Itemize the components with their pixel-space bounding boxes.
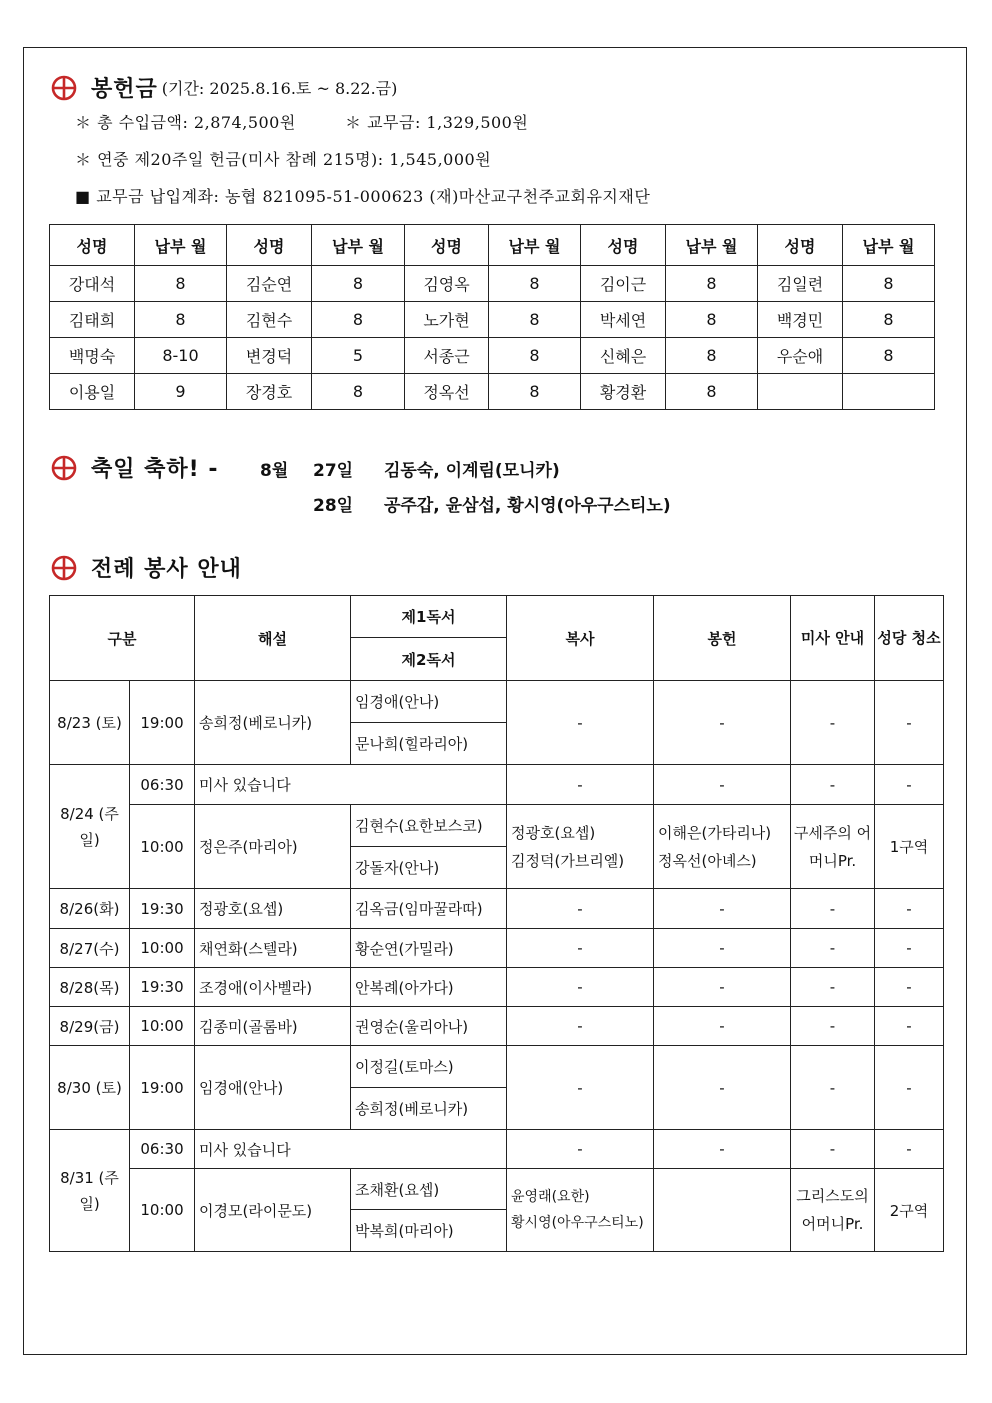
server-name: 정광호(요셉) <box>511 823 596 842</box>
dues-table <box>49 224 935 410</box>
time-cell: 19:30 <box>130 968 195 1007</box>
feast-day-1: 27일 <box>313 461 354 481</box>
offertory-cell <box>654 805 791 889</box>
cell-name: 백명숙 <box>50 338 135 374</box>
commentary-cell: 임경애(안나) <box>195 1046 351 1130</box>
commentary-cell: 정광호(요셉) <box>195 889 351 929</box>
cleaning-cell: - <box>875 1046 944 1130</box>
reader1-cell: 황순연(가밀라) <box>351 929 507 968</box>
date-cell: 8/27(수) <box>50 929 130 968</box>
col-month: 납부 월 <box>666 225 758 266</box>
header-reader1: 제1독서 <box>351 596 507 638</box>
server-name: 황시영(아우구스티노) <box>511 1215 644 1231</box>
cross-circle-icon <box>51 455 77 481</box>
cell-month: 8 <box>489 338 581 374</box>
cell-name <box>758 374 843 410</box>
date-cell: 8/26(화) <box>50 889 130 929</box>
cell-name: 박세연 <box>581 302 666 338</box>
service-section-header <box>51 552 242 583</box>
date-cell: 8/28(목) <box>50 968 130 1007</box>
cleaning-cell: - <box>875 1007 944 1046</box>
bank-account: ■ 교무금 납입계좌: 농협 821095-51-000623 (재)마산교구천주교회유지재단 <box>75 187 651 206</box>
header-offertory: 봉헌 <box>654 596 791 681</box>
header-reader2: 제2독서 <box>351 638 507 681</box>
commentary-cell: 김종미(골롬바) <box>195 1007 351 1046</box>
cell-name: 정옥선 <box>405 374 489 410</box>
cleaning-cell: - <box>875 929 944 968</box>
cell-month <box>843 374 935 410</box>
cell-name: 김순연 <box>227 266 312 302</box>
cell-name: 장경호 <box>227 374 312 410</box>
server-cell: - <box>507 1007 654 1046</box>
server-cell: - <box>507 1046 654 1130</box>
server-cell: - <box>507 889 654 929</box>
time-cell: 10:00 <box>130 1169 195 1252</box>
reader2-cell: 강돌자(안나) <box>351 847 507 889</box>
cell-name: 서종근 <box>405 338 489 374</box>
col-name: 성명 <box>581 225 666 266</box>
date-cell: 8/23 (토) <box>50 681 130 765</box>
commentary-cell: 이경모(라이문도) <box>195 1169 351 1252</box>
usher-cell: - <box>791 929 875 968</box>
commentary-cell: 채연화(스텔라) <box>195 929 351 968</box>
table-row <box>50 302 935 338</box>
commentary-cell: 정은주(마리아) <box>195 805 351 889</box>
cell-month: 8 <box>666 266 758 302</box>
offering-period: (기간: 2025.8.16.토 ~ 8.22.금) <box>161 79 398 98</box>
cell-name: 노가현 <box>405 302 489 338</box>
cell-month: 8 <box>312 266 405 302</box>
server-cell <box>507 1169 654 1252</box>
usher-cell: - <box>791 765 875 805</box>
offertory-cell <box>654 1169 791 1252</box>
usher-cell: - <box>791 889 875 929</box>
server-cell <box>507 805 654 889</box>
col-month: 납부 월 <box>843 225 935 266</box>
table-row <box>50 338 935 374</box>
table-row <box>50 1046 944 1088</box>
cell-month: 8 <box>489 302 581 338</box>
time-cell: 19:00 <box>130 681 195 765</box>
time-cell: 10:00 <box>130 1007 195 1046</box>
table-row <box>50 968 944 1007</box>
usher-cell: - <box>791 1007 875 1046</box>
no-mass-note: 미사 있습니다 <box>195 765 507 805</box>
cleaning-cell: - <box>875 1130 944 1169</box>
usher-cell: - <box>791 1046 875 1130</box>
cell-month: 8 <box>135 302 227 338</box>
time-cell: 10:00 <box>130 805 195 889</box>
cell-name: 김영옥 <box>405 266 489 302</box>
time-cell: 19:30 <box>130 889 195 929</box>
table-row <box>50 765 944 805</box>
cleaning-cell: - <box>875 968 944 1007</box>
feast-month: 8월 <box>260 461 289 481</box>
cross-circle-icon <box>51 555 77 581</box>
cell-month: 8 <box>666 302 758 338</box>
reader2-cell: 송희정(베로니카) <box>351 1088 507 1130</box>
reader1-cell: 안복례(아가다) <box>351 968 507 1007</box>
cell-name: 이용일 <box>50 374 135 410</box>
cell-month: 9 <box>135 374 227 410</box>
no-mass-note: 미사 있습니다 <box>195 1130 507 1169</box>
offertory-cell: - <box>654 765 791 805</box>
col-name: 성명 <box>50 225 135 266</box>
service-header-row-1 <box>50 596 944 638</box>
cleaning-cell: - <box>875 765 944 805</box>
cell-month: 8 <box>135 266 227 302</box>
col-month: 납부 월 <box>489 225 581 266</box>
offertory-name: 이해은(가타리나) <box>658 823 772 842</box>
cell-month: 8 <box>489 374 581 410</box>
cell-name: 황경환 <box>581 374 666 410</box>
server-cell: - <box>507 1130 654 1169</box>
cross-circle-icon <box>51 75 77 101</box>
cleaning-cell: 1구역 <box>875 805 944 889</box>
offertory-cell: - <box>654 1007 791 1046</box>
time-cell: 06:30 <box>130 765 195 805</box>
commentary-cell: 송희정(베로니카) <box>195 681 351 765</box>
col-name: 성명 <box>227 225 312 266</box>
dues-header-row <box>50 225 935 266</box>
offertory-cell: - <box>654 929 791 968</box>
cell-month: 8-10 <box>135 338 227 374</box>
cleaning-cell: - <box>875 889 944 929</box>
table-row <box>50 1007 944 1046</box>
reader2-cell: 박복희(마리아) <box>351 1210 507 1252</box>
cell-name: 김이근 <box>581 266 666 302</box>
table-row <box>50 374 935 410</box>
header-usher: 미사 안내 <box>791 596 875 681</box>
cell-month: 5 <box>312 338 405 374</box>
header-cleaning: 성당 청소 <box>875 596 944 681</box>
offertory-cell: - <box>654 968 791 1007</box>
cell-name: 백경민 <box>758 302 843 338</box>
offertory-cell: - <box>654 681 791 765</box>
cell-month: 8 <box>843 302 935 338</box>
server-cell: - <box>507 765 654 805</box>
feast-title: 축일 축하! - <box>91 457 219 482</box>
cleaning-cell: 2구역 <box>875 1169 944 1252</box>
cell-month: 8 <box>489 266 581 302</box>
cell-name: 우순애 <box>758 338 843 374</box>
header-server: 복사 <box>507 596 654 681</box>
cell-name: 신혜은 <box>581 338 666 374</box>
offering-section-header <box>51 72 397 103</box>
time-cell: 10:00 <box>130 929 195 968</box>
server-name: 윤영래(요한) <box>511 1189 590 1205</box>
server-cell: - <box>507 968 654 1007</box>
feast-names-1: 김동숙, 이계림(모니카) <box>384 461 560 481</box>
cleaning-cell: - <box>875 681 944 765</box>
table-row <box>50 929 944 968</box>
cell-name: 김태희 <box>50 302 135 338</box>
feast-day-2: 28일 <box>313 496 354 516</box>
cell-month: 8 <box>666 374 758 410</box>
cell-name: 김일련 <box>758 266 843 302</box>
reader1-cell: 김현수(요한보스코) <box>351 805 507 847</box>
table-row <box>50 266 935 302</box>
offering-title: 봉헌금 <box>91 77 158 102</box>
reader1-cell: 권영순(울리아나) <box>351 1007 507 1046</box>
offertory-cell: - <box>654 889 791 929</box>
col-name: 성명 <box>758 225 843 266</box>
usher-cell: - <box>791 681 875 765</box>
service-title: 전례 봉사 안내 <box>91 557 242 582</box>
offertory-cell: - <box>654 1046 791 1130</box>
col-month: 납부 월 <box>135 225 227 266</box>
usher-cell: 그리스도의 어머니Pr. <box>791 1169 875 1252</box>
reader1-cell: 조채환(요셉) <box>351 1169 507 1210</box>
server-name: 김정덕(가브리엘) <box>511 851 625 870</box>
table-row <box>50 805 944 847</box>
date-cell: 8/31 (주일) <box>50 1130 130 1252</box>
reader1-cell: 김옥금(임마꿀라따) <box>351 889 507 929</box>
server-cell: - <box>507 929 654 968</box>
annual-offering: ＊ 연중 제20주일 헌금(미사 참례 215명): 1,545,000원 <box>75 150 492 169</box>
table-row <box>50 681 944 723</box>
cell-month: 8 <box>843 338 935 374</box>
time-cell: 06:30 <box>130 1130 195 1169</box>
table-row <box>50 1169 944 1210</box>
date-cell: 8/29(금) <box>50 1007 130 1046</box>
cell-name: 김현수 <box>227 302 312 338</box>
usher-cell: - <box>791 1130 875 1169</box>
total-income: ＊ 총 수입금액: 2,874,500원 <box>75 113 296 132</box>
reader2-cell: 문나희(힐라리아) <box>351 723 507 765</box>
reader1-cell: 임경애(안나) <box>351 681 507 723</box>
commentary-cell: 조경애(이사벨라) <box>195 968 351 1007</box>
cell-name: 변경덕 <box>227 338 312 374</box>
usher-cell: - <box>791 968 875 1007</box>
cell-month: 8 <box>312 302 405 338</box>
table-row <box>50 1130 944 1169</box>
offertory-cell: - <box>654 1130 791 1169</box>
date-cell: 8/24 (주일) <box>50 765 130 889</box>
date-cell: 8/30 (토) <box>50 1046 130 1130</box>
header-category: 구분 <box>50 596 195 681</box>
time-cell: 19:00 <box>130 1046 195 1130</box>
offertory-name: 정옥선(아녜스) <box>658 851 757 870</box>
cell-month: 8 <box>666 338 758 374</box>
service-table <box>49 595 944 1252</box>
table-row <box>50 889 944 929</box>
server-cell: - <box>507 681 654 765</box>
col-month: 납부 월 <box>312 225 405 266</box>
header-commentary: 해설 <box>195 596 351 681</box>
col-name: 성명 <box>405 225 489 266</box>
usher-cell: 구세주의 어머니Pr. <box>791 805 875 889</box>
cell-month: 8 <box>843 266 935 302</box>
reader1-cell: 이정길(토마스) <box>351 1046 507 1088</box>
feast-section-header <box>51 452 219 483</box>
cell-name: 강대석 <box>50 266 135 302</box>
feast-names-2: 공주갑, 윤삼섭, 황시영(아우구스티노) <box>384 496 671 516</box>
cell-month: 8 <box>312 374 405 410</box>
diocese-dues: ＊ 교무금: 1,329,500원 <box>345 113 529 132</box>
